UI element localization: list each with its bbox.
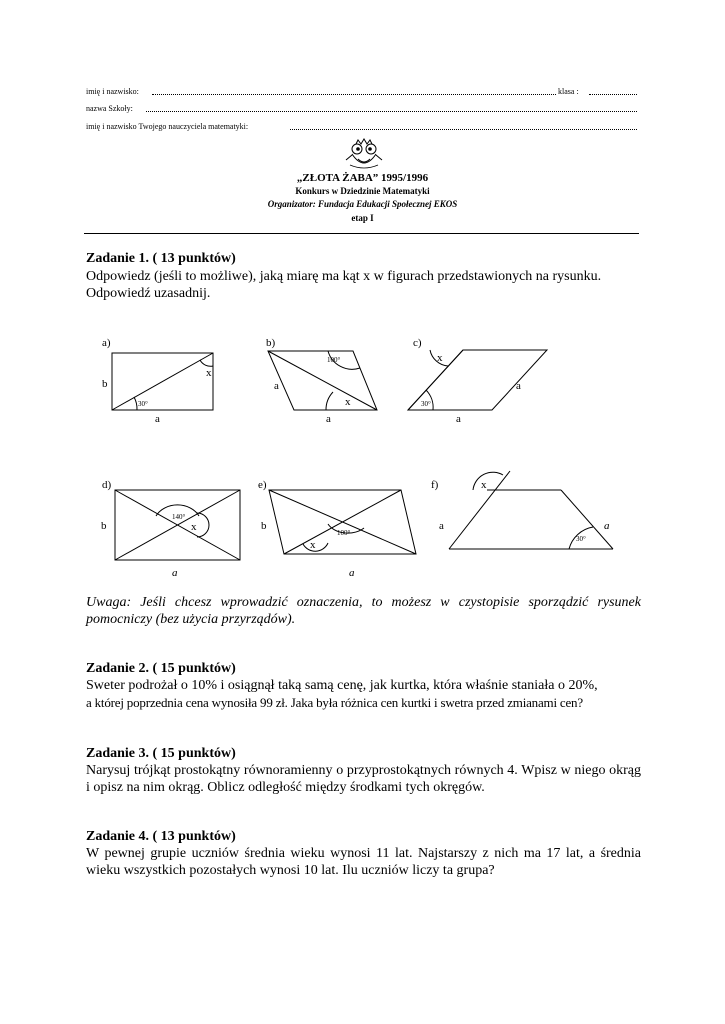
fig-a-x: x <box>206 367 212 379</box>
fig-d-label: d) <box>102 479 112 491</box>
figure-d <box>101 479 240 579</box>
fig-f-side: a <box>439 520 444 532</box>
name-label: imię i nazwisko: <box>86 87 139 96</box>
task2-title: Zadanie 2. ( 15 punktów) <box>86 661 236 676</box>
task1-note: Uwaga: Jeśli chcesz wprowadzić oznaczenia, to możesz w czystopisie sporządzić rysunek pomocniczy (bez użycia przyrządów). <box>86 595 641 627</box>
task2-line2: a której poprzednia cena wynosiła 99 zł. Jaka była różnica cen kurtki i swetra przed zmianami cen? <box>86 695 583 710</box>
figure-a <box>102 337 213 425</box>
contest-subtitle: Konkurs w Dziedzinie Matematyki <box>295 186 430 196</box>
fig-b-side-a: a <box>326 413 331 425</box>
class-label: klasa : <box>558 87 579 96</box>
fig-c-label: c) <box>413 337 422 349</box>
fig-b-label: b) <box>266 337 276 349</box>
task1-text: Odpowiedz (jeśli to możliwe), jaką miarę ma kąt x w figurach przedstawionych na rysunku. Odpowiedź uzasadnij. <box>86 269 602 301</box>
contest-title: „ZŁOTA ŻABA” 1995/1996 <box>296 172 429 184</box>
fig-a-side-a: a <box>155 413 160 425</box>
task3-text: Narysuj trójkąt prostokątny równoramienny o przyprostokątnych równych 4. Wpisz w niego okrąg i opisz na nim okrąg. Oblicz odległość między środkami tych okręgów. <box>86 763 641 795</box>
stage: etap I <box>351 213 374 223</box>
fig-c-angle: 30° <box>421 400 431 408</box>
fig-a-label: a) <box>102 337 111 349</box>
task4-title: Zadanie 4. ( 13 punktów) <box>86 829 236 844</box>
teacher-label: imię i nazwisko Twojego nauczyciela matematyki: <box>86 122 249 131</box>
task4-text: W pewnej grupie uczniów średnia wieku wynosi 11 lat. Najstarszy z nich ma 17 lat, a średnia wieku wszystkich pozostałych wynosi 10 lat. Ilu uczniów liczy ta grupa? <box>86 846 641 878</box>
fig-c-side: a <box>516 380 521 392</box>
task2-line1: Sweter podrożał o 10% i osiągnął taką samą cenę, jak kurtka, która właśnie staniała o 20%, <box>86 678 598 693</box>
fig-b-x: x <box>345 396 351 408</box>
fig-d-x: x <box>191 521 197 533</box>
organizer: Organizator: Fundacja Edukacji Społecznej EKOS <box>267 199 458 209</box>
fig-f-x: x <box>481 479 487 491</box>
figure-b <box>266 337 377 425</box>
fig-b-angle: 100° <box>327 356 341 364</box>
fig-e-side-b: b <box>261 520 267 532</box>
figure-f <box>431 471 613 549</box>
school-label: nazwa Szkoły: <box>86 104 133 113</box>
fig-a-angle: 30° <box>138 400 148 408</box>
fig-e-angle: 100° <box>337 529 351 537</box>
fig-e-side-a: a <box>349 567 355 579</box>
fig-d-side-b: b <box>101 520 107 532</box>
task3-title: Zadanie 3. ( 15 punktów) <box>86 746 236 761</box>
fig-c-x: x <box>437 352 443 364</box>
fig-e-label: e) <box>258 479 267 491</box>
fig-c-side-a: a <box>456 413 461 425</box>
fig-a-side-b: b <box>102 378 108 390</box>
figure-c <box>408 337 547 425</box>
fig-f-angle: 30° <box>576 535 586 543</box>
fig-e-x: x <box>310 539 316 551</box>
fig-d-side-a: a <box>172 567 178 579</box>
fig-f-side-a: a <box>604 520 610 532</box>
fig-b-side: a <box>274 380 279 392</box>
fig-f-label: f) <box>431 479 439 491</box>
task1-title: Zadanie 1. ( 13 punktów) <box>86 251 236 266</box>
figure-e <box>258 479 416 579</box>
fig-d-angle: 140° <box>172 513 186 521</box>
